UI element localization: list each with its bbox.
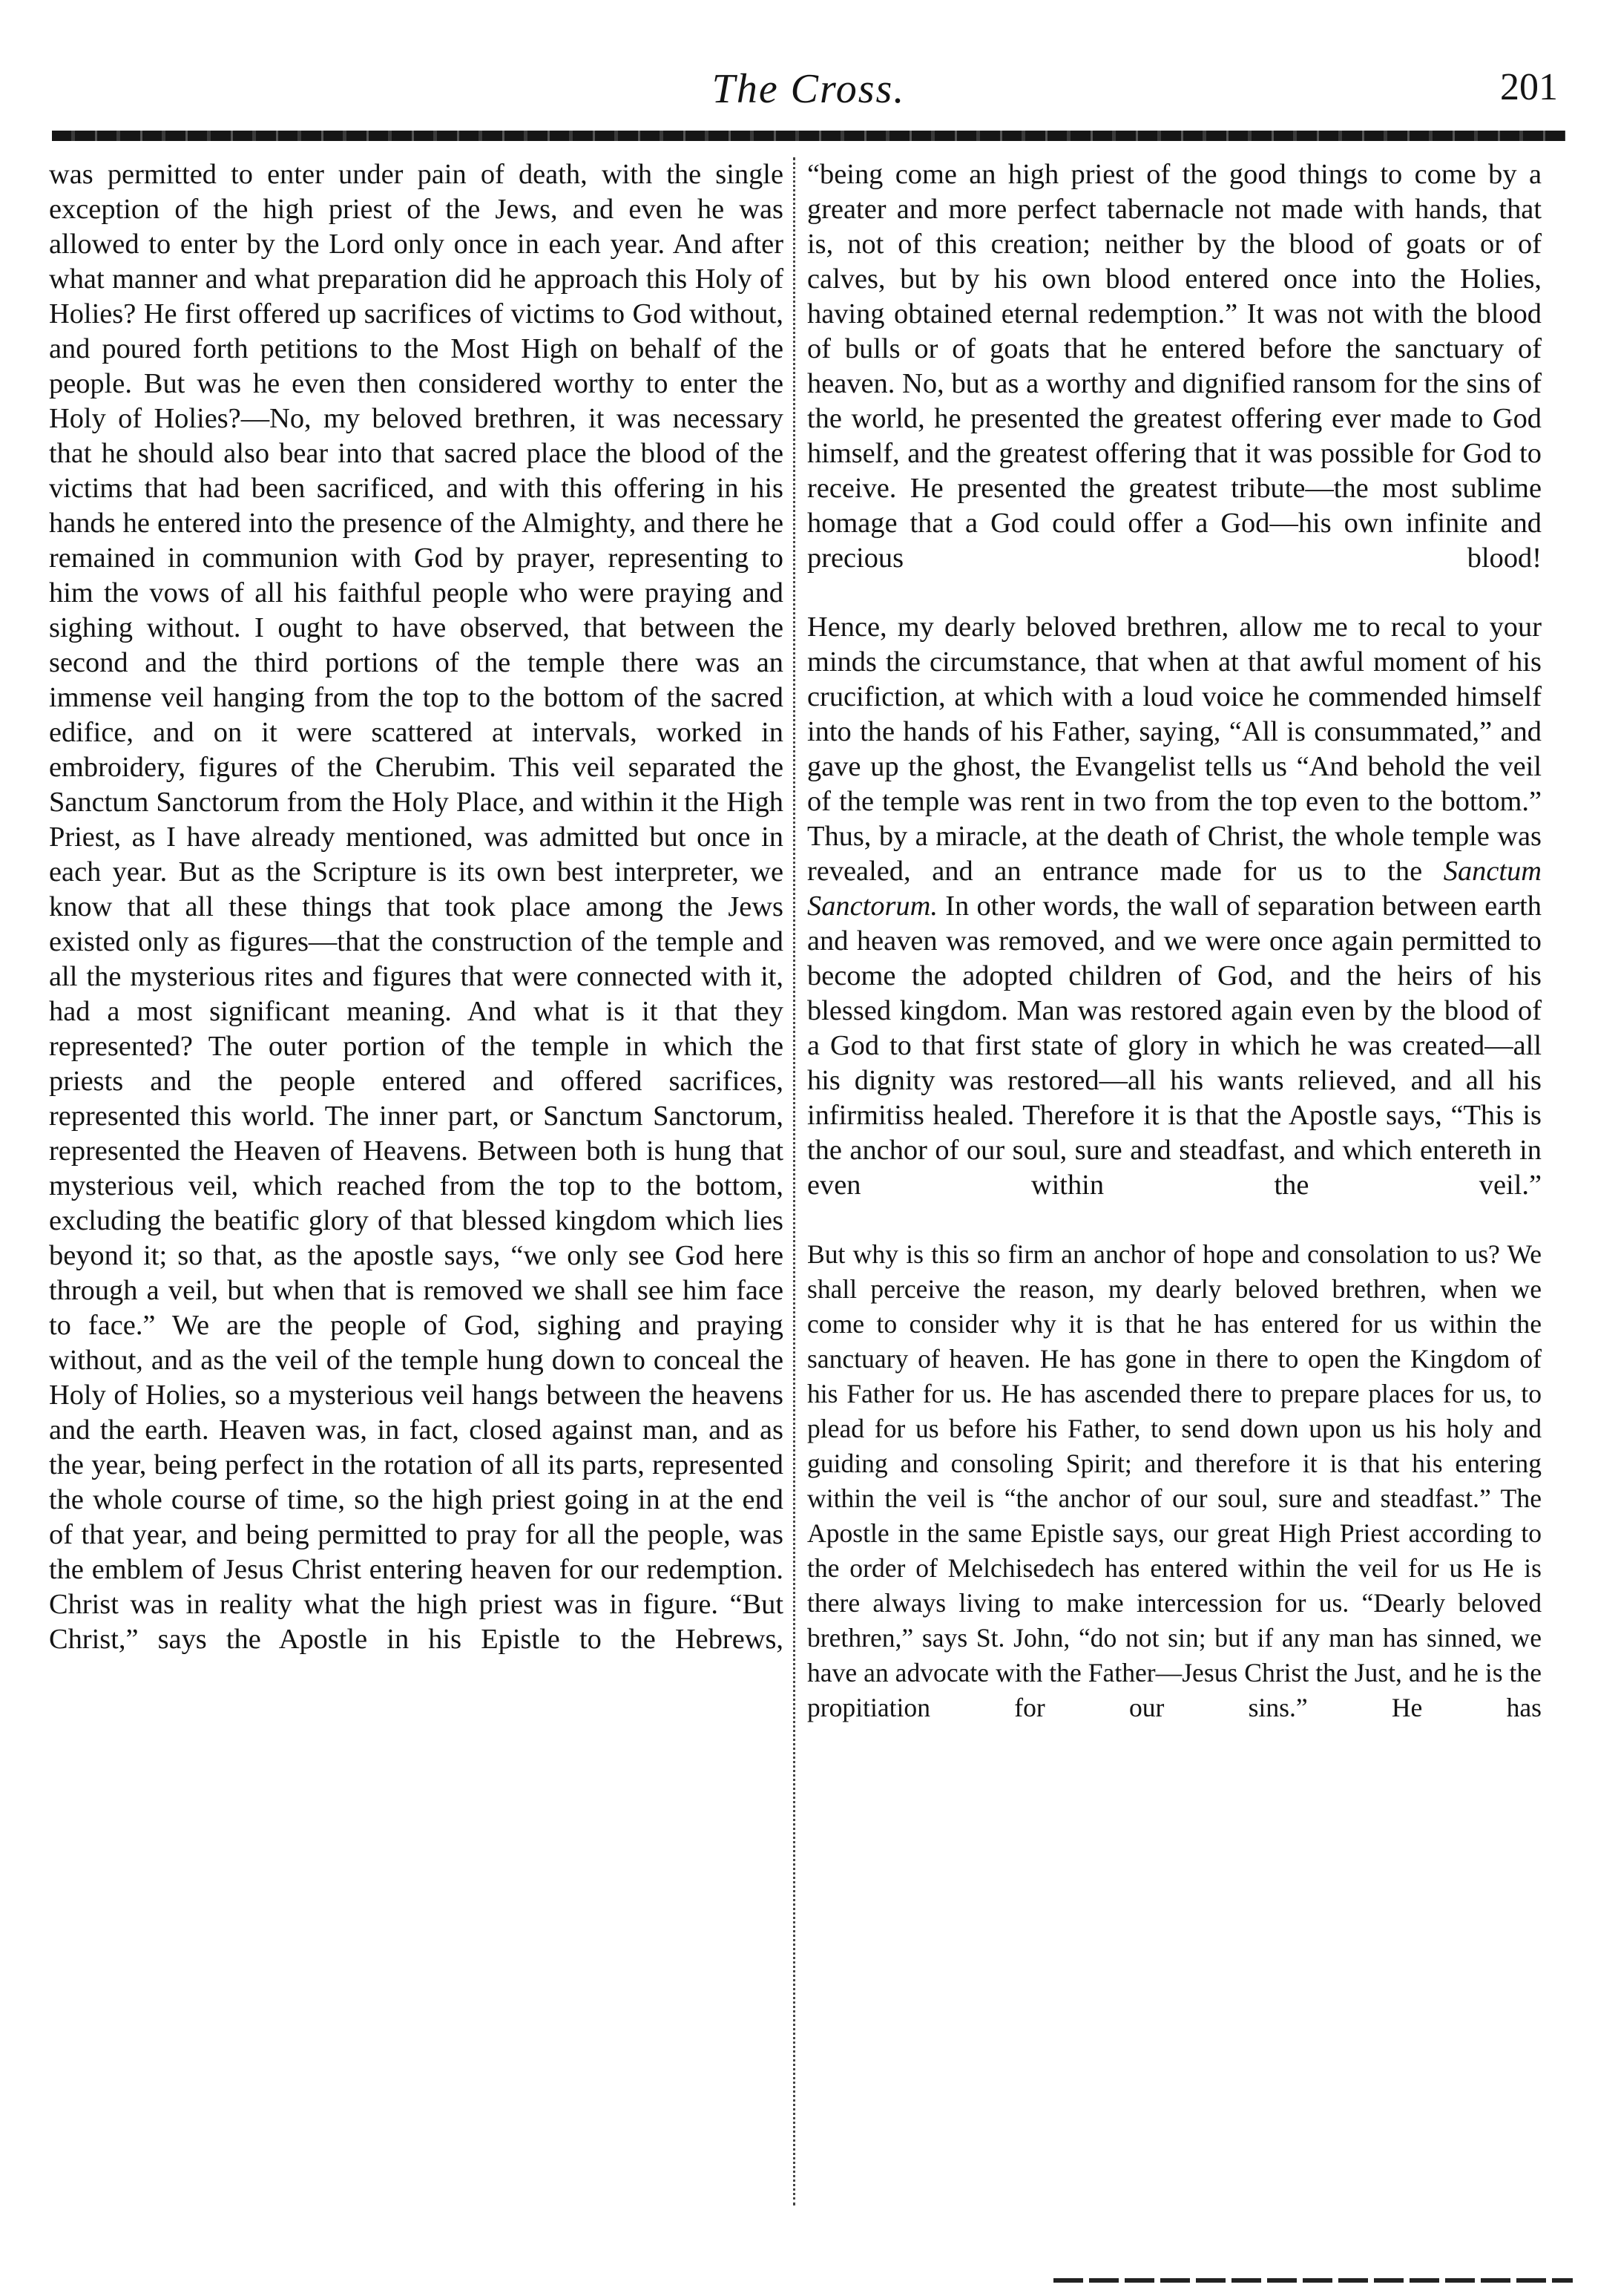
sanctum-sanctorum-italic: Sanctum Sanctorum. bbox=[807, 856, 1542, 922]
page-number: 201 bbox=[1500, 66, 1558, 108]
header-rule bbox=[52, 131, 1565, 141]
left-column bbox=[49, 157, 783, 1657]
right-column-paragraph-2 bbox=[807, 610, 1542, 1203]
right-column bbox=[807, 157, 1542, 1725]
column-divider bbox=[793, 157, 795, 2205]
footer-rule bbox=[1053, 2278, 1573, 2283]
left-column-paragraph: was permitted to enter under pain of death, with the single exception of the high priest of the Jews, and even he was allowed to enter by the Lord only once in each year. And after what manner and what preparation did he approach this Holy of Holies? He first offered up sacrifices of victims to God without, and poured forth petitions to the Most High on behalf of the people. But was he even then considered worthy to enter the Holy of Holies?—No, my beloved brethren, it was necessary that he should also bear into that sacred place the blood of the victims that had been sacrificed, and with this offering in his hands he entered into the presence of the Almighty, and there he remained in communion with God by prayer, representing to him the vows of all his faithful people who were praying and sighing without. I ought to have observed, that between the second and the third portions of the temple there was an immense veil hanging from the top to the bottom of the sacred edifice, and on it were scattered at intervals, worked in embroidery, figures of the Cherubim. This veil separated the Sanctum Sanctorum from the Holy Place, and within it the High Priest, as I have already mentioned, was admitted but once in each year. But as the Scripture is its own best interpreter, we know that all these things that took place among the Jews existed only as figures—that the construction of the temple and all the mysterious rites and figures that were connected with it, had a most significant meaning. And what is it that they represented? The outer portion of the temple in which the priests and the people entered and offered sacrifices, represented this world. The inner part, or Sanctum Sanctorum, represented the Heaven of Heavens. Between both is hung that mysterious veil, which reached from the top to the bottom, excluding the beatific glory of that blessed kingdom which lies beyond it; so that, as the apostle says, “we only see God here through a veil, but when that is removed we shall see him face to face.” We are the people of God, sighing and praying without, and as the veil of the temple hung down to conceal the Holy of Holies, so a mysterious veil hangs between the heavens and the earth. Heaven was, in fact, closed against man, and as the year, being perfect in the rotation of all its parts, represented the whole course of time, so the high priest going in at the end of that year, and being permitted to pray for all the people, was the emblem of Jesus Christ entering heaven for our redemption. Christ was in reality what the high priest was in figure. “But Christ,” says the Apostle in his Epistle to the Hebrews, bbox=[49, 159, 783, 1655]
right-column-paragraph-1: “being come an high priest of the good things to come by a greater and more perfect tabernacle not made with hands, that is, not of this creation; neither by the blood of goats or of calves, but by his own blood entered once into the Holies, having obtained eternal redemption.” It was not with the blood of bulls or of goats that he entered before the sanctuary of heaven. No, but as a worthy and dignified ransom for the sins of the world, he presented the greatest offering ever made to God himself, and the greatest offering that it was possible for God to receive. He presented the greatest tribute—the most sublime homage that a God could offer a God—his own infinite and precious blood! bbox=[807, 159, 1542, 574]
page-header bbox=[52, 59, 1565, 141]
paragraph-2-text-after: In other words, the wall of separation between earth and heaven was removed, and we were once again permitted to become the adopted children of God, and the heirs of his blessed kingdom. Man was restored again even by the blood of a God to that first state of glory in which he was created—all his dignity was restored—all his wants relieved, and all his infirmitiss healed. Therefore it is that the Apostle says, “This is the anchor of our soul, sure and steadfast, and which entereth in even within the veil.” bbox=[807, 890, 1542, 1201]
paragraph-2-text-before: Hence, my dearly beloved brethren, allow me to recal to your minds the circumstance, that when at that awful moment of his crucifiction, at which with a loud voice he commended himself into the hands of his Father, saying, “All is consummated,” and gave up the ghost, the Evangelist tells us “And behold the veil of the temple was rent in two from the top even to the bottom.” Thus, by a miracle, at the death of Christ, the whole temple was revealed, and an entrance made for us to the bbox=[807, 611, 1542, 887]
right-column-paragraph-3: But why is this so firm an anchor of hope and consolation to us? We shall perceive the reason, my dearly beloved brethren, when we come to consider why it is that he has entered for us within the sanctuary of heaven. He has gone in there to open the Kingdom of his Father for us. He has ascended there to prepare places for us, to plead for us before his Father, to send down upon us his holy and guiding and consoling Spirit; and therefore it is that his entering within the veil is “the anchor of our soul, sure and steadfast.” The Apostle in the same Epistle says, our great High Priest according to the order of Melchisedech has entered within the veil for us He is there always living to make intercession for us. “Dearly beloved brethren,” says St. John, “do not sin; but if any man has sinned, we have an advocate with the Father—Jesus Christ the Just, and he is the propitiation for our sins.” He has bbox=[807, 1239, 1542, 1722]
running-title: The Cross. bbox=[711, 66, 906, 112]
